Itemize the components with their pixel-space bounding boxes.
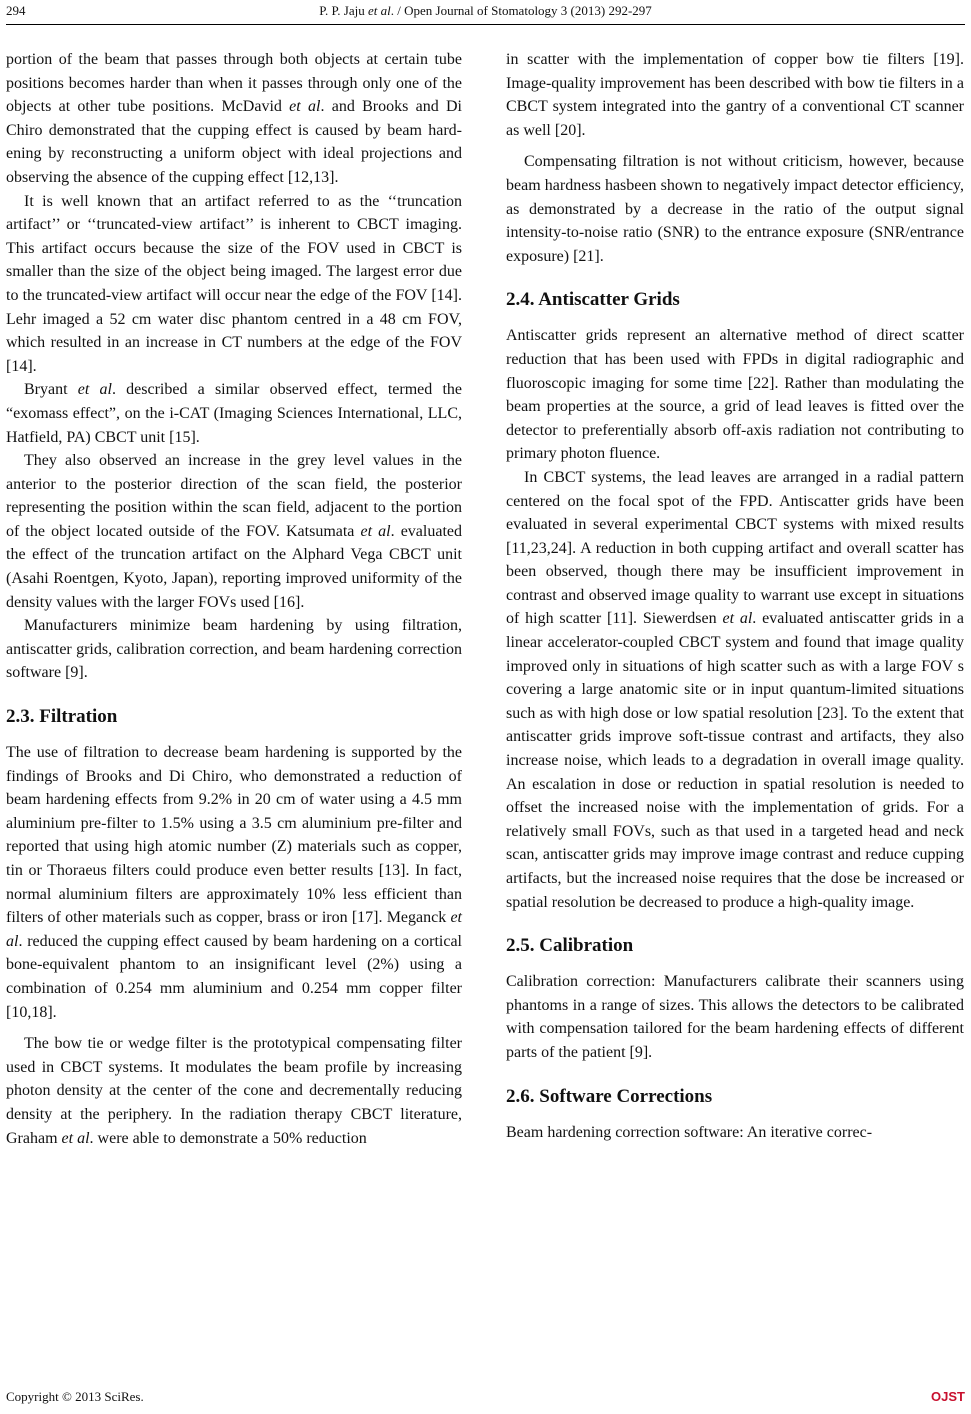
- paragraph: Calibration correction: Manufacturers calibrate their scanners using phantoms in a range of sizes. This allows the detectors to be calibrated with compensation tailored for the beam hardening effects of different parts of the patient [9].: [506, 973, 964, 1061]
- text-run: . reduced the cupping effect caused by beam hardening on a cortical bone-equivalent phantom to an insignificant level (2%) using a combination of 0.254 mm aluminium and 0.254 mm copper filter [10,18].: [6, 932, 462, 1021]
- paragraph: [6, 1032, 462, 1150]
- italic-etal: et al: [77, 381, 112, 399]
- running-head: [0, 0, 971, 22]
- text-run: . and Brooks and Di Chiro demonstrated that the cupping effect is caused by beam hardening by reconstructing a uniform object with ideal projections and observing the absence of the cupping effect [12,13].: [6, 98, 462, 186]
- paragraph: [6, 741, 462, 1024]
- section-heading-filtration: 2.3. Filtration: [6, 706, 118, 728]
- paragraph: Compensating filtration is not without criticism, however, because beam hardness hasbeen shown to negatively impact detector efficiency, as demonstrated by a decrease in the ratio of the output signal intensity-to-noise ratio (SNR) to the entrance exposure (SNR/entrance exposure) [21].: [506, 153, 964, 265]
- paragraph: in scatter with the implementation of copper bow tie filters [19]. Image-quality improvement has been described with bow tie filters in a CBCT system integrated into the gantry of a conventional CT scanner as well [20].: [506, 51, 964, 139]
- page-number: 294: [6, 3, 26, 18]
- paragraph: It is well known that an artifact referred to as the ‘‘truncation artifact’’ or ‘‘truncated-view artifact’’ is inherent to CBCT imaging. This artifact occurs because the size of the FOV used in CBCT is smaller than the size of the object being imaged. The largest error due to the truncated-view artifact will occur near the edge of the FOV [14]. Lehr imaged a 52 cm water disc phantom centred in a 48 cm FOV, which resulted in an increase in CT numbers at the edge of the FOV [14].: [6, 192, 462, 375]
- left-column: [6, 48, 462, 1150]
- text-run: portion of the beam that passes through both objects at certain tube positions becomes harder than when it passes through only one of the objects at other tube positions. McDavid: [6, 51, 462, 116]
- header-rule: [6, 24, 965, 25]
- paragraph: [6, 48, 462, 190]
- italic-etal: et al: [360, 522, 391, 540]
- paragraph-gap: [6, 1024, 462, 1032]
- section-heading-antiscatter-grids: 2.4. Antiscatter Grids: [506, 289, 680, 311]
- italic-etal: et al: [289, 98, 321, 116]
- running-head-journal: . / Open Journal of Stomatology 3 (2013) 292-297: [390, 3, 652, 18]
- right-column: [506, 48, 964, 1144]
- text-run: . evaluated antiscatter grids in a linear accelerator-coupled CBCT system and found that image quality improved only in situations of high scatter such as with a large FOV s covering a large anatomic site or in input quantum-limited situations such as with high dose or low spatial resolution [23]. To the extent that antiscatter grids improve soft-tissue contrast and artifacts, they also increase noise, which leads to a degradation in overall image quality. An escalation in dose or reduction in spatial resolution is needed to offset the increased noise with the implementation of grids. For a relatively small FOVs, such as that used in a targeted head and neck scan, antiscatter grids may improve image contrast and reduce cupping artifacts, but the increased noise requires that the dose be increased or spatial resolution be decreased to produce a high-quality image.: [506, 610, 965, 911]
- text-run: They also observed an increase in the grey level values in the anterior to the posterior direction of the scan field, the posterior representing the position within the scan field, adjacent to the portion of the object located outside of the FOV. Katsumata: [6, 452, 462, 540]
- journal-abbreviation: OJST: [931, 1389, 965, 1404]
- running-head-authors: P. P. Jaju: [319, 3, 368, 18]
- paragraph-gap: [506, 142, 964, 150]
- paragraph: [6, 449, 462, 614]
- paragraph: [6, 378, 462, 449]
- paragraph: Antiscatter grids represent an alternative method of direct scatter reduction that has been used with FPDs in digital radiographic and fluoroscopic imaging for some time [22]. Rather than modulating the beam properties at the source, a grid of lead leaves is fitted over the detector to preferentially absorb off-axis radiation not contributing to primary photon fluence.: [506, 327, 964, 463]
- text-run: In CBCT systems, the lead leaves are arranged in a radial pattern centered on the focal spot of the FPD. Antiscatter grids have been evaluated in several experimental CBCT systems with mixed results [11,23,24]. A reduction in both cupping artifact and overall scatter has been observed, though there may be insufficient improvement in contrast and observed image quality to warrant use except in situations of high scatter [11]. Siewerdsen: [506, 468, 964, 628]
- section-heading-software-corrections: 2.6. Software Corrections: [506, 1085, 713, 1107]
- text-run: The use of filtration to decrease beam hardening is supported by the findings of Brooks and Di Chiro, who demonstrated a reduction of beam hardening effects from 9.2% in 20 cm of water using a 4.5 mm aluminium pre-filter to 1.5% using a 3.5 cm aluminium pre-filter and reported that using high atomic number (Z) materials such as copper, tin or Thoraeus filters could produce even better results [13]. In fact, normal aluminium filters are approximately 10% less efficient than filters of other materials such as copper, brass or iron [17]. Meganck: [6, 744, 462, 927]
- running-head-etal: et al: [367, 3, 391, 18]
- copyright-notice: Copyright © 2013 SciRes.: [6, 1389, 144, 1404]
- text-run: Bryant: [24, 381, 78, 399]
- text-run: . were able to demonstrate a 50% reduction: [89, 1129, 367, 1147]
- paragraph: [506, 466, 964, 914]
- section-heading-calibration: 2.5. Calibration: [506, 935, 634, 957]
- text-run: . evaluated the effect of the truncation artifact on the Alphard Vega CBCT unit (Asahi Roentgen, Kyoto, Japan), reporting improved uniformity of the density values with the larger FOVs used [16].: [6, 522, 463, 611]
- italic-etal: et al: [61, 1129, 90, 1147]
- italic-etal: et al: [722, 610, 753, 628]
- page-header: [0, 0, 971, 28]
- italic-etal: et al: [6, 909, 462, 950]
- paragraph: Manufacturers minimize beam hardening by using filtration, antiscatter grids, calibration correction, and beam hardening correction software [9].: [6, 617, 462, 682]
- text-run: . described a similar observed effect, termed the “exomass effect”, on the i-CAT (Imaging Sciences International, LLC, Hatfield, PA) CBCT unit [15].: [6, 381, 463, 446]
- paragraph: Beam hardening correction software: An iterative correc-: [506, 1123, 873, 1141]
- text-run: The bow tie or wedge filter is the prototypical compensating filter used in CBCT systems. It modulates the beam profile by increasing photon density at the center of the cone and decrementally reducing density at the periphery. In the radiation therapy CBCT literature, Graham: [6, 1035, 462, 1147]
